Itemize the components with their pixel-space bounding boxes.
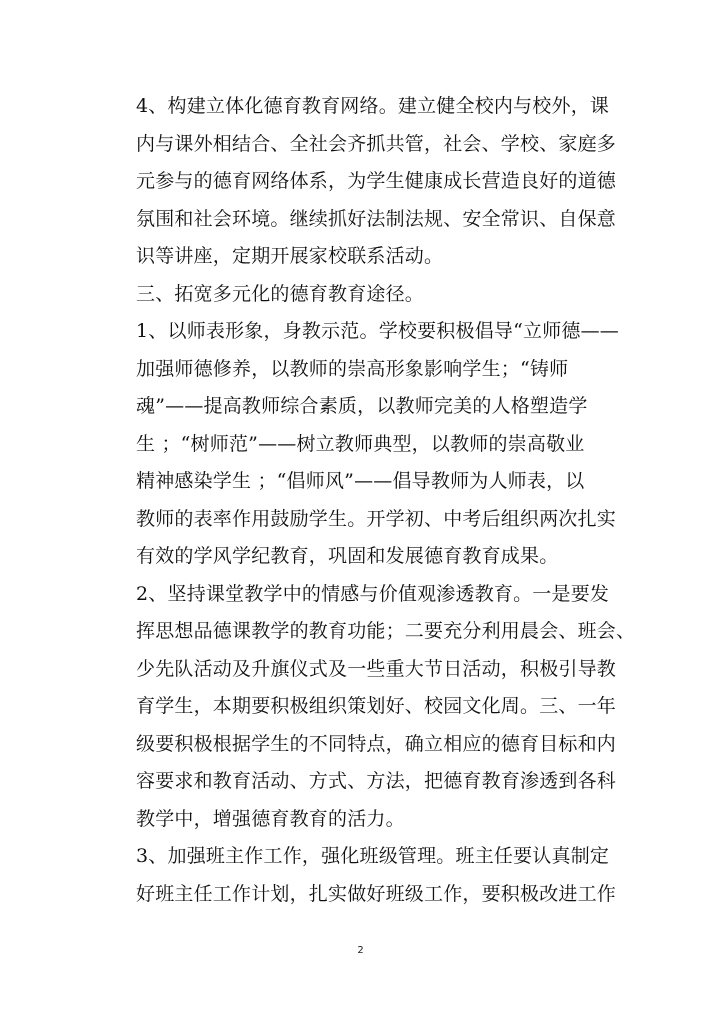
text-line: 少先队活动及升旗仪式及一些重大节日活动，积极引导教 bbox=[136, 657, 617, 680]
text-line: 3、加强班主作工作，强化班级管理。班主任要认真制定 bbox=[136, 845, 610, 867]
section-heading: 三、拓宽多元化的德育教育途径。 bbox=[136, 282, 425, 305]
text-line: 有效的学风学纪教育，巩固和发展德育教育成果。 bbox=[136, 545, 559, 567]
text-line: 氛围和社会环境。继续抓好法制法规、安全常识、自保意 bbox=[136, 207, 617, 230]
text-line: 生 ；“树师范”——树立教师典型，以教师的崇高敬业 bbox=[136, 432, 585, 455]
text-line: 4、构建立体化德育教育网络。建立健全校内与校外，课 bbox=[136, 95, 610, 117]
text-line: 好班主任工作计划，扎实做好班级工作，要积极改进工作 bbox=[136, 882, 617, 905]
text-line: 容要求和教育活动、方式、方法，把德育教育渗透到各科 bbox=[136, 770, 617, 792]
text-line: 内与课外相结合、全社会齐抓共管，社会、学校、家庭多 bbox=[136, 132, 617, 155]
text-line: 1、以师表形象，身教示范。学校要积极倡导“立师德—— bbox=[136, 320, 620, 342]
text-line: 育学生，本期要积极组织策划好、校园文化周。三、一年 bbox=[136, 695, 617, 717]
text-line: 精神感染学生 ；“倡师风”——倡导教师为人师表，以 bbox=[136, 470, 585, 492]
page-number: 2 bbox=[357, 945, 364, 956]
text-line: 教师的表率作用鼓励学生。开学初、中考后组织两次扎实 bbox=[136, 507, 617, 530]
text-line: 2、坚持课堂教学中的情感与价值观渗透教育。一是要发 bbox=[136, 582, 610, 605]
text-line: 加强师德修养，以教师的崇高形象影响学生；“铸师 bbox=[136, 357, 569, 380]
text-line: 级要积极根据学生的不同特点，确立相应的德育目标和内 bbox=[136, 732, 617, 755]
body-text bbox=[136, 88, 636, 913]
text-line: 挥思想品德课教学的教育功能；二要充分利用晨会、班会、 bbox=[136, 620, 636, 642]
text-line: 教学中，增强德育教育的活力。 bbox=[136, 807, 405, 830]
text-line: 元参与的德育网络体系，为学生健康成长营造良好的道德 bbox=[136, 170, 617, 192]
text-line: 识等讲座，定期开展家校联系活动。 bbox=[136, 245, 444, 267]
text-line: 魂”——提高教师综合素质，以教师完美的人格塑造学 bbox=[136, 395, 588, 417]
